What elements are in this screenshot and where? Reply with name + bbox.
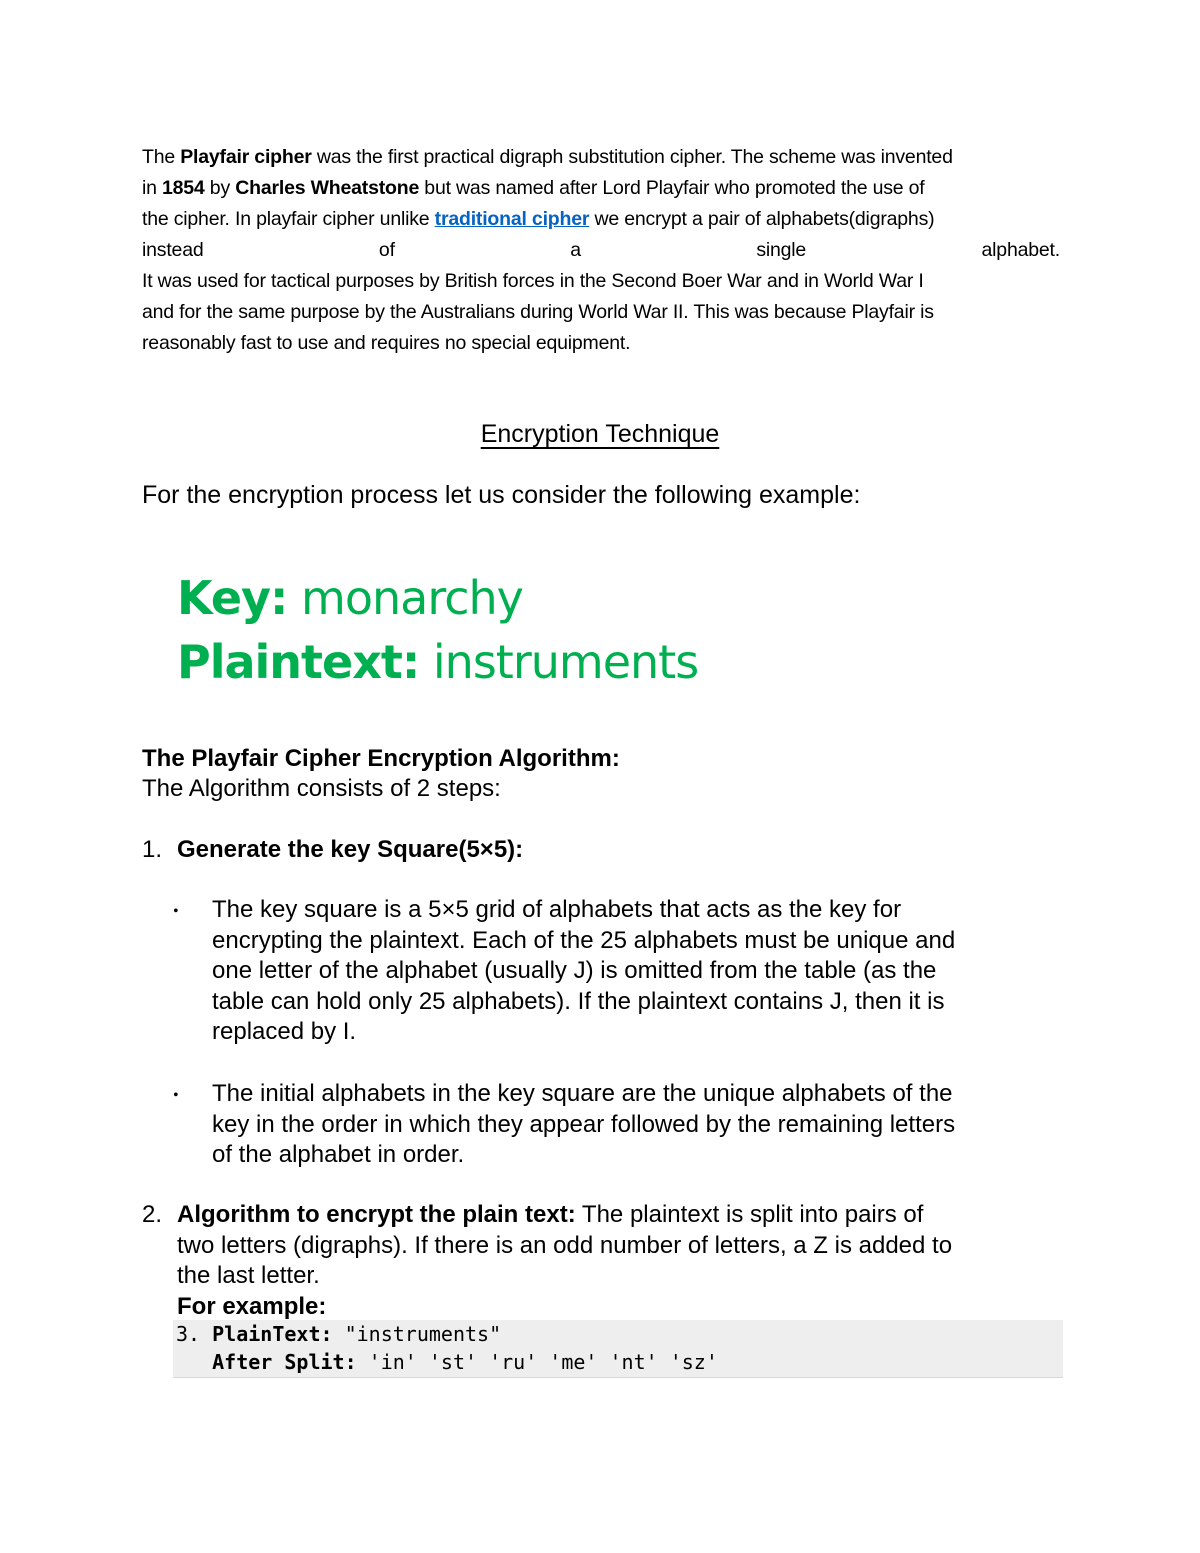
section-heading: Encryption Technique xyxy=(480,420,720,448)
intro-paragraph xyxy=(142,142,1060,359)
step-1-number: 1. xyxy=(142,836,163,863)
step-1-title: Generate the key Square(5×5): xyxy=(177,836,524,863)
key-line: Key: monarchy xyxy=(177,571,523,625)
step-2-number: 2. xyxy=(142,1201,163,1228)
bullet-1-marker: • xyxy=(173,903,179,920)
intro-line-4: instead of a single alphabet. xyxy=(142,239,1060,261)
step-2-title: Algorithm to encrypt the plain text: xyxy=(177,1201,576,1228)
traditional-cipher-link[interactable]: traditional cipher xyxy=(434,208,590,230)
bullet-1-text: The key square is a 5×5 grid of alphabets that acts as the key for encrypting the plaintext. Each of the 25 alphabets must be unique and one letter of the alphabet (usually J) is omitted from the table (as the table can hold only 25 alphabets). If the plaintext contains J, then it is replaced by I. xyxy=(212,896,956,1045)
bullet-2-text: The initial alphabets in the key square are the unique alphabets of the key in the order in which they appear followed by the remaining letters of the alphabet in order. xyxy=(212,1080,956,1168)
year-1854: 1854 xyxy=(162,177,205,199)
code-line-1: 3. PlainText: "instruments" xyxy=(176,1322,502,1346)
intro-line-1: The Playfair cipher was the first practical digraph substitution cipher. The scheme was invented xyxy=(142,146,953,168)
intro-line-6: and for the same purpose by the Australians during World War II. This was because Playfair is xyxy=(142,301,934,323)
name-charles-wheatstone: Charles Wheatstone xyxy=(235,177,420,199)
intro-line-5: It was used for tactical purposes by British forces in the Second Boer War and in World War I xyxy=(142,270,924,292)
intro-line-2: in 1854 by Charles Wheatstone but was named after Lord Playfair who promoted the use of xyxy=(142,177,925,199)
plaintext-line: Plaintext: instruments xyxy=(177,635,699,689)
example-block xyxy=(177,566,698,694)
intro-line-3: the cipher. In playfair cipher unlike traditional cipher we encrypt a pair of alphabets(digraphs) xyxy=(142,208,935,230)
step-2-body: Algorithm to encrypt the plain text: The plaintext is split into pairs of two letters (digraphs). If there is an odd number of letters, a Z is added to the last letter. For example: xyxy=(177,1201,953,1320)
term-playfair-cipher: Playfair cipher xyxy=(180,146,312,168)
code-line-2: After Split: 'in' 'st' 'ru' 'me' 'nt' 'sz' xyxy=(212,1350,718,1374)
algorithm-title: The Playfair Cipher Encryption Algorithm: xyxy=(142,745,620,772)
algorithm-subtitle: The Algorithm consists of 2 steps: xyxy=(142,775,501,802)
bullet-2-marker: • xyxy=(173,1087,179,1104)
section-lead: For the encryption process let us consider the following example: xyxy=(142,481,861,509)
intro-line-7: reasonably fast to use and requires no special equipment. xyxy=(142,332,631,354)
for-example-label: For example: xyxy=(177,1292,327,1320)
